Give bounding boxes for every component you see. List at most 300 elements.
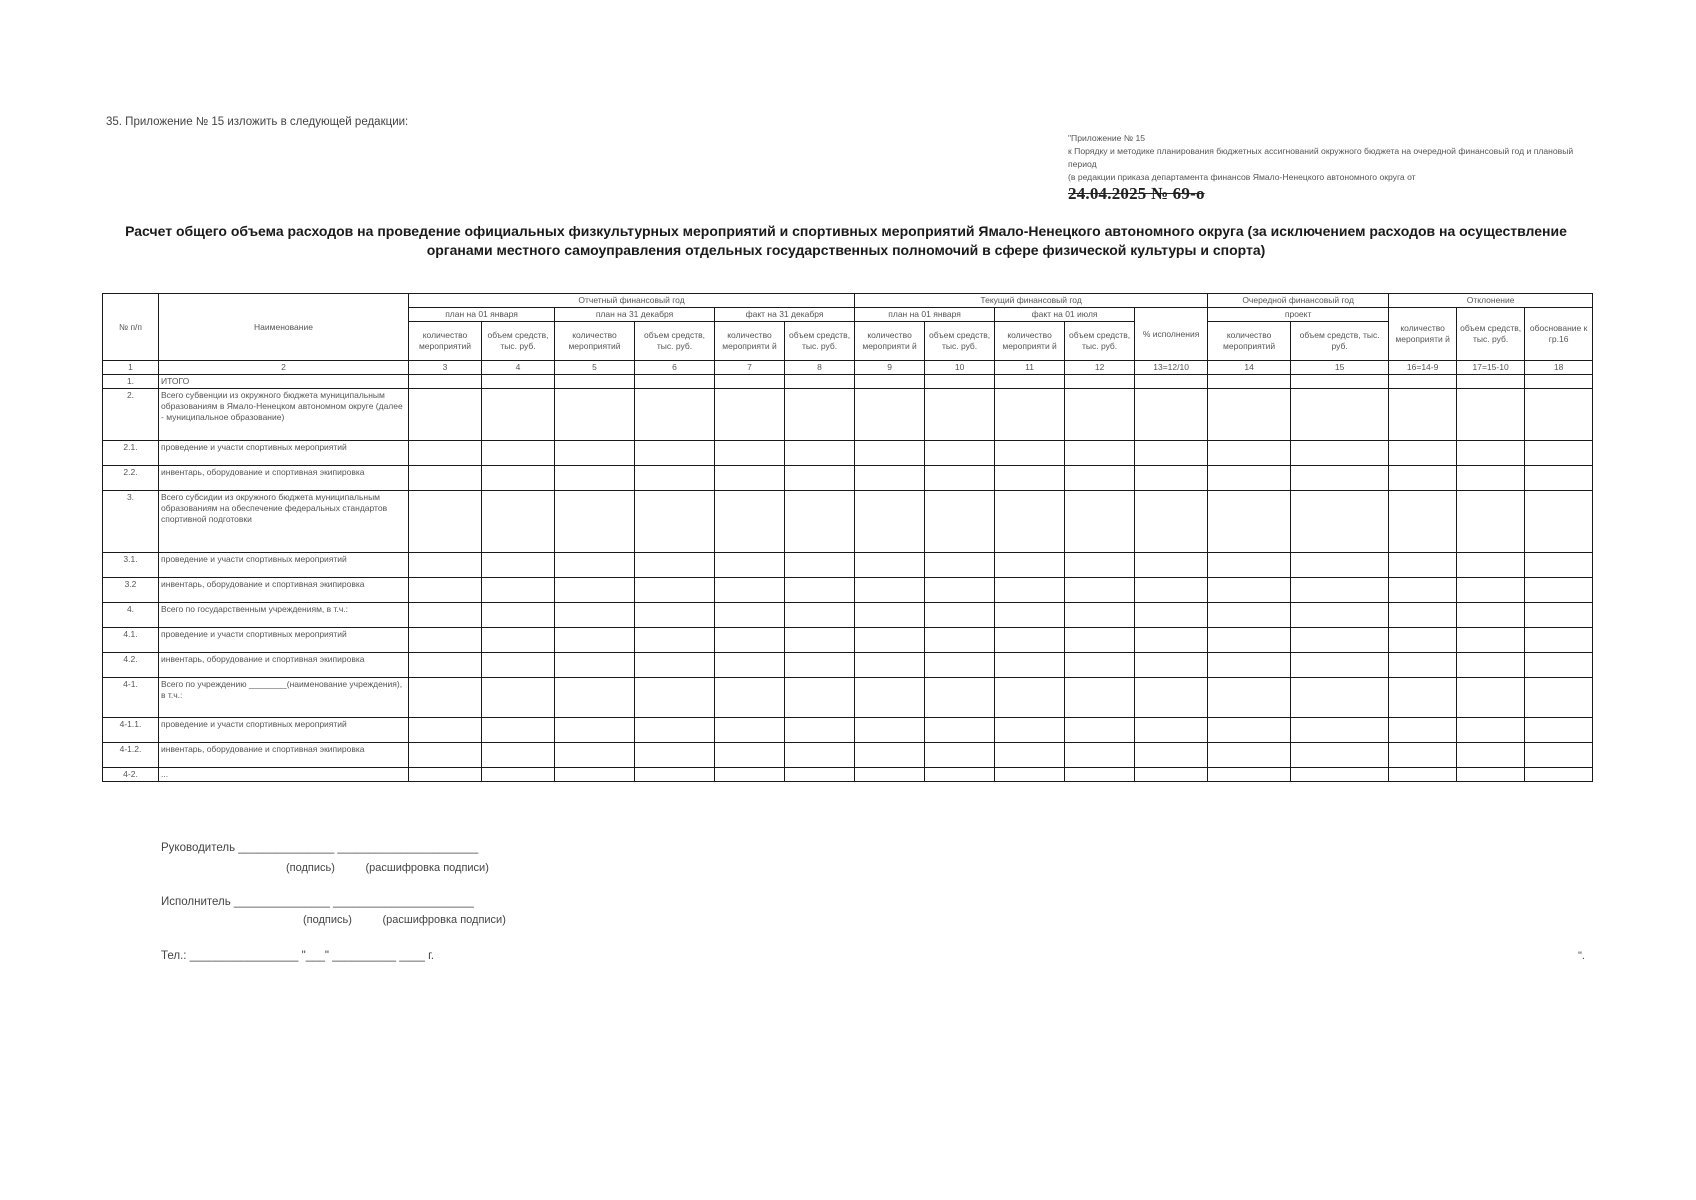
value-cell <box>1457 375 1525 389</box>
value-cell <box>1291 768 1389 782</box>
header-percent-exec: % исполнения <box>1135 308 1208 361</box>
value-cell <box>1389 628 1457 653</box>
value-cell <box>1389 718 1457 743</box>
value-cell <box>482 553 555 578</box>
value-cell <box>482 466 555 491</box>
value-cell <box>785 375 855 389</box>
value-cell <box>1291 718 1389 743</box>
row-number: 2. <box>103 389 159 441</box>
value-cell <box>1135 578 1208 603</box>
value-cell <box>1457 603 1525 628</box>
value-cell <box>715 389 785 441</box>
value-cell <box>1389 553 1457 578</box>
value-cell <box>482 628 555 653</box>
value-cell <box>635 678 715 718</box>
value-cell <box>555 628 635 653</box>
header-deviation: Отклонение <box>1389 294 1593 308</box>
value-cell <box>482 743 555 768</box>
table-row <box>103 653 1593 678</box>
value-cell <box>1291 375 1389 389</box>
value-cell <box>1065 653 1135 678</box>
value-cell <box>482 491 555 553</box>
value-cell <box>1208 553 1291 578</box>
value-cell <box>409 389 482 441</box>
value-cell <box>1291 603 1389 628</box>
table-row <box>103 578 1593 603</box>
value-cell <box>1065 491 1135 553</box>
header-leaf: количество мероприятий <box>1208 322 1291 361</box>
column-number-cell: 13=12/10 <box>1135 361 1208 375</box>
value-cell <box>1065 768 1135 782</box>
value-cell <box>555 653 635 678</box>
row-number: 4-1.1. <box>103 718 159 743</box>
appendix-line2: к Порядку и методике планирования бюджетных ассигнований окружного бюджета на очередной финансовый год и плановый период <box>1068 146 1574 169</box>
value-cell <box>1291 743 1389 768</box>
value-cell <box>925 389 995 441</box>
value-cell <box>1135 628 1208 653</box>
header-leaf: количество мероприяти й <box>995 322 1065 361</box>
value-cell <box>1291 389 1389 441</box>
value-cell <box>482 718 555 743</box>
value-cell <box>925 768 995 782</box>
value-cell <box>1389 653 1457 678</box>
value-cell <box>409 628 482 653</box>
value-cell <box>785 466 855 491</box>
value-cell <box>715 603 785 628</box>
head-signature-hint: (подпись) (расшифровка подписи) <box>286 862 489 874</box>
value-cell <box>715 441 785 466</box>
value-cell <box>855 491 925 553</box>
value-cell <box>995 653 1065 678</box>
value-cell <box>1389 491 1457 553</box>
value-cell <box>1457 743 1525 768</box>
value-cell <box>635 718 715 743</box>
row-number: 4-2. <box>103 768 159 782</box>
value-cell <box>1135 718 1208 743</box>
value-cell <box>1457 628 1525 653</box>
intro-text: 35. Приложение № 15 изложить в следующей редакции: <box>106 116 409 128</box>
column-number-cell: 15 <box>1291 361 1389 375</box>
value-cell <box>1065 678 1135 718</box>
value-cell <box>1208 466 1291 491</box>
column-number-cell: 14 <box>1208 361 1291 375</box>
value-cell <box>1135 653 1208 678</box>
value-cell <box>1457 466 1525 491</box>
value-cell <box>1389 466 1457 491</box>
table-row <box>103 743 1593 768</box>
value-cell <box>482 603 555 628</box>
header-leaf: объем средств, тыс. руб. <box>785 322 855 361</box>
value-cell <box>1135 768 1208 782</box>
value-cell <box>635 375 715 389</box>
value-cell <box>555 389 635 441</box>
value-cell <box>855 718 925 743</box>
value-cell <box>555 553 635 578</box>
table-row <box>103 375 1593 389</box>
row-number: 1. <box>103 375 159 389</box>
row-number: 2.1. <box>103 441 159 466</box>
value-cell <box>925 441 995 466</box>
value-cell <box>715 553 785 578</box>
row-name: проведение и участи спортивных мероприятий <box>159 553 409 578</box>
value-cell <box>995 389 1065 441</box>
value-cell <box>785 578 855 603</box>
order-signature: 24.04.2025 № 69-о <box>1068 184 1205 203</box>
value-cell <box>555 603 635 628</box>
row-name: ... <box>159 768 409 782</box>
value-cell <box>1135 466 1208 491</box>
column-number-cell: 6 <box>635 361 715 375</box>
value-cell <box>1291 628 1389 653</box>
value-cell <box>1525 653 1593 678</box>
header-leaf: количество мероприятий <box>555 322 635 361</box>
header-project: проект <box>1208 308 1389 322</box>
value-cell <box>785 653 855 678</box>
value-cell <box>409 491 482 553</box>
value-cell <box>409 441 482 466</box>
value-cell <box>925 578 995 603</box>
value-cell <box>635 653 715 678</box>
value-cell <box>1457 678 1525 718</box>
value-cell <box>1457 441 1525 466</box>
value-cell <box>855 603 925 628</box>
value-cell <box>855 389 925 441</box>
value-cell <box>1291 678 1389 718</box>
value-cell <box>1135 375 1208 389</box>
value-cell <box>925 553 995 578</box>
value-cell <box>1135 678 1208 718</box>
table-row <box>103 466 1593 491</box>
row-name: инвентарь, оборудование и спортивная экипировка <box>159 466 409 491</box>
value-cell <box>1208 718 1291 743</box>
value-cell <box>785 491 855 553</box>
value-cell <box>1291 553 1389 578</box>
value-cell <box>409 718 482 743</box>
value-cell <box>1525 491 1593 553</box>
row-name: инвентарь, оборудование и спортивная экипировка <box>159 743 409 768</box>
value-cell <box>1291 578 1389 603</box>
value-cell <box>635 578 715 603</box>
value-cell <box>555 678 635 718</box>
value-cell <box>409 578 482 603</box>
column-number-cell: 5 <box>555 361 635 375</box>
column-numbers-row <box>103 361 1593 375</box>
header-leaf: объем средств, тыс. руб. <box>1065 322 1135 361</box>
row-name: инвентарь, оборудование и спортивная экипировка <box>159 653 409 678</box>
table-row <box>103 768 1593 782</box>
column-number-cell: 4 <box>482 361 555 375</box>
value-cell <box>1457 653 1525 678</box>
value-cell <box>1135 441 1208 466</box>
value-cell <box>482 389 555 441</box>
table-row <box>103 491 1593 553</box>
value-cell <box>409 768 482 782</box>
value-cell <box>1208 389 1291 441</box>
header-name: Наименование <box>159 294 409 361</box>
column-number-cell: 17=15-10 <box>1457 361 1525 375</box>
table-row <box>103 441 1593 466</box>
row-number: 4.1. <box>103 628 159 653</box>
value-cell <box>925 678 995 718</box>
value-cell <box>715 628 785 653</box>
value-cell <box>785 603 855 628</box>
value-cell <box>785 718 855 743</box>
row-number: 3.1. <box>103 553 159 578</box>
table-row <box>103 678 1593 718</box>
row-number: 3. <box>103 491 159 553</box>
column-number-cell: 1 <box>103 361 159 375</box>
table-row <box>103 389 1593 441</box>
value-cell <box>1135 553 1208 578</box>
value-cell <box>1135 603 1208 628</box>
value-cell <box>555 768 635 782</box>
value-cell <box>855 653 925 678</box>
value-cell <box>925 466 995 491</box>
value-cell <box>635 603 715 628</box>
value-cell <box>855 768 925 782</box>
value-cell <box>1208 653 1291 678</box>
column-number-cell: 7 <box>715 361 785 375</box>
row-number: 4-1. <box>103 678 159 718</box>
executor-signature-line: Исполнитель _______________ ______________________ <box>161 896 474 908</box>
value-cell <box>1065 718 1135 743</box>
value-cell <box>409 553 482 578</box>
header-plan-jan: план на 01 января <box>409 308 555 322</box>
value-cell <box>925 603 995 628</box>
value-cell <box>995 491 1065 553</box>
value-cell <box>1457 768 1525 782</box>
value-cell <box>715 768 785 782</box>
value-cell <box>995 553 1065 578</box>
appendix-line1: "Приложение № 15 <box>1068 133 1146 143</box>
value-cell <box>1135 389 1208 441</box>
value-cell <box>995 628 1065 653</box>
document-title: Расчет общего объема расходов на проведение официальных физкультурных мероприятий и спортивных мероприятий Ямало-Ненецкого автономного округа (за исключением расходов на осуществление органами местного самоуправления отдельных государственных полномочий в сфере физической культуры и спорта) <box>125 223 1567 258</box>
value-cell <box>995 678 1065 718</box>
value-cell <box>1389 578 1457 603</box>
value-cell <box>1208 628 1291 653</box>
value-cell <box>1208 743 1291 768</box>
value-cell <box>635 743 715 768</box>
header-leaf: объем средств, тыс. руб. <box>635 322 715 361</box>
value-cell <box>715 466 785 491</box>
value-cell <box>482 678 555 718</box>
value-cell <box>1389 678 1457 718</box>
header-num: № п/п <box>103 294 159 361</box>
table-row <box>103 603 1593 628</box>
value-cell <box>1065 389 1135 441</box>
table-row <box>103 628 1593 653</box>
value-cell <box>1525 718 1593 743</box>
value-cell <box>785 628 855 653</box>
value-cell <box>635 491 715 553</box>
value-cell <box>995 578 1065 603</box>
value-cell <box>555 375 635 389</box>
value-cell <box>715 653 785 678</box>
value-cell <box>409 678 482 718</box>
value-cell <box>855 553 925 578</box>
header-leaf: объем средств, тыс. руб. <box>482 322 555 361</box>
value-cell <box>1065 466 1135 491</box>
value-cell <box>855 578 925 603</box>
value-cell <box>555 578 635 603</box>
row-name: инвентарь, оборудование и спортивная экипировка <box>159 578 409 603</box>
value-cell <box>785 768 855 782</box>
value-cell <box>1291 491 1389 553</box>
row-name: Всего по государственным учреждениям, в т.ч.: <box>159 603 409 628</box>
value-cell <box>925 653 995 678</box>
value-cell <box>715 718 785 743</box>
header-leaf: количество мероприятий <box>409 322 482 361</box>
column-number-cell: 9 <box>855 361 925 375</box>
header-leaf: количество мероприяти й <box>715 322 785 361</box>
appendix-line3: (в редакции приказа департамента финансов Ямало-Ненецкого автономного округа от <box>1068 172 1416 182</box>
value-cell <box>925 628 995 653</box>
table-row <box>103 718 1593 743</box>
column-number-cell: 3 <box>409 361 482 375</box>
column-number-cell: 8 <box>785 361 855 375</box>
row-number: 4.2. <box>103 653 159 678</box>
value-cell <box>1208 375 1291 389</box>
value-cell <box>1525 389 1593 441</box>
value-cell <box>555 441 635 466</box>
value-cell <box>995 718 1065 743</box>
value-cell <box>409 466 482 491</box>
value-cell <box>635 768 715 782</box>
value-cell <box>1389 389 1457 441</box>
column-number-cell: 11 <box>995 361 1065 375</box>
value-cell <box>995 441 1065 466</box>
row-name: Всего по учреждению ________(наименование учреждения), в т.ч.: <box>159 678 409 718</box>
value-cell <box>482 768 555 782</box>
value-cell <box>635 441 715 466</box>
value-cell <box>1135 743 1208 768</box>
value-cell <box>995 768 1065 782</box>
value-cell <box>995 743 1065 768</box>
value-cell <box>1457 389 1525 441</box>
table-row <box>103 553 1593 578</box>
value-cell <box>715 491 785 553</box>
row-name: Всего субвенции из окружного бюджета муниципальным образованиям в Ямало-Ненецком автономном округе (далее - муниципальное образование) <box>159 389 409 441</box>
value-cell <box>855 441 925 466</box>
column-number-cell: 10 <box>925 361 995 375</box>
value-cell <box>1208 603 1291 628</box>
value-cell <box>1065 578 1135 603</box>
header-leaf: количество мероприяти й <box>1389 308 1457 361</box>
value-cell <box>785 441 855 466</box>
header-reporting-year: Отчетный финансовый год <box>409 294 855 308</box>
value-cell <box>1389 375 1457 389</box>
value-cell <box>1065 743 1135 768</box>
row-number: 4-1.2. <box>103 743 159 768</box>
value-cell <box>995 375 1065 389</box>
value-cell <box>1525 578 1593 603</box>
value-cell <box>995 603 1065 628</box>
value-cell <box>1291 653 1389 678</box>
value-cell <box>855 678 925 718</box>
value-cell <box>409 743 482 768</box>
closing-quote-mark: ". <box>1578 950 1585 962</box>
value-cell <box>715 578 785 603</box>
value-cell <box>855 628 925 653</box>
value-cell <box>1208 441 1291 466</box>
value-cell <box>1065 553 1135 578</box>
value-cell <box>555 491 635 553</box>
value-cell <box>855 743 925 768</box>
phone-date-line: Тел.: _________________ "___" __________ ____ г. <box>161 950 435 962</box>
header-current-plan-jan: план на 01 января <box>855 308 995 322</box>
header-leaf: объем средств, тыс. руб. <box>1291 322 1389 361</box>
header-leaf: объем средств, тыс. руб. <box>925 322 995 361</box>
value-cell <box>409 375 482 389</box>
column-number-cell: 12 <box>1065 361 1135 375</box>
value-cell <box>555 718 635 743</box>
value-cell <box>1208 491 1291 553</box>
value-cell <box>1525 678 1593 718</box>
value-cell <box>785 678 855 718</box>
value-cell <box>409 653 482 678</box>
value-cell <box>635 553 715 578</box>
value-cell <box>855 466 925 491</box>
row-name: ИТОГО <box>159 375 409 389</box>
value-cell <box>715 375 785 389</box>
header-leaf: объем средств, тыс. руб. <box>1457 308 1525 361</box>
value-cell <box>995 466 1065 491</box>
header-leaf: количество мероприяти й <box>855 322 925 361</box>
header-next-year: Очередной финансовый год <box>1208 294 1389 308</box>
value-cell <box>1457 718 1525 743</box>
value-cell <box>1457 491 1525 553</box>
row-name: проведение и участи спортивных мероприятий <box>159 628 409 653</box>
row-name: проведение и участи спортивных мероприятий <box>159 441 409 466</box>
header-current-year: Текущий финансовый год <box>855 294 1208 308</box>
value-cell <box>482 375 555 389</box>
value-cell <box>1389 768 1457 782</box>
value-cell <box>1291 466 1389 491</box>
expense-table <box>102 293 1593 782</box>
value-cell <box>785 389 855 441</box>
value-cell <box>1525 603 1593 628</box>
value-cell <box>925 718 995 743</box>
expense-table-wrapper <box>102 293 1593 782</box>
header-fact-dec: факт на 31 декабря <box>715 308 855 322</box>
value-cell <box>482 653 555 678</box>
value-cell <box>1525 768 1593 782</box>
header-fact-jul: факт на 01 июля <box>995 308 1135 322</box>
value-cell <box>1457 578 1525 603</box>
value-cell <box>1389 603 1457 628</box>
value-cell <box>1291 441 1389 466</box>
value-cell <box>1525 743 1593 768</box>
value-cell <box>785 743 855 768</box>
value-cell <box>715 678 785 718</box>
value-cell <box>555 743 635 768</box>
row-number: 4. <box>103 603 159 628</box>
row-name: проведение и участи спортивных мероприятий <box>159 718 409 743</box>
table-header <box>103 294 1593 375</box>
value-cell <box>1065 628 1135 653</box>
value-cell <box>1389 743 1457 768</box>
value-cell <box>925 375 995 389</box>
value-cell <box>555 466 635 491</box>
value-cell <box>1208 578 1291 603</box>
value-cell <box>925 491 995 553</box>
appendix-note <box>1068 132 1588 203</box>
value-cell <box>925 743 995 768</box>
table-body <box>103 375 1593 782</box>
value-cell <box>715 743 785 768</box>
value-cell <box>635 628 715 653</box>
